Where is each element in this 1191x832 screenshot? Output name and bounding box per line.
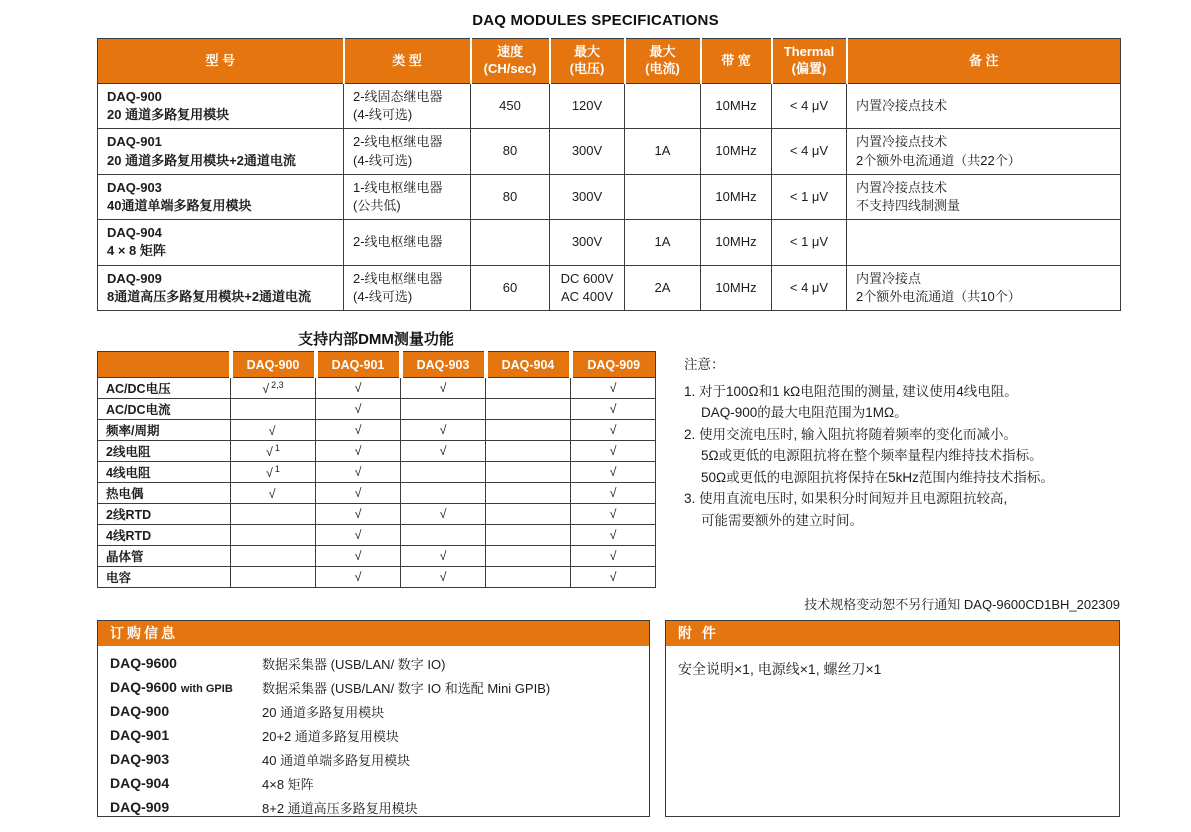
ordering-item [110,723,649,747]
dmm-mark [231,504,316,525]
cell-remarks: 内置冷接点技术 [847,84,1121,129]
dmm-col-daq901: DAQ-901 [316,352,401,378]
dmm-mark: √ [401,420,486,441]
spec-col-speed: 速度 (CH/sec) [471,39,550,84]
dmm-feature: AC/DC电流 [98,399,231,420]
dmm-mark [486,378,571,399]
dmm-mark: √ [571,462,656,483]
dmm-row [98,399,656,420]
dmm-mark [231,567,316,588]
dmm-mark [231,546,316,567]
spec-col-model: 型 号 [98,39,344,84]
cell-thermal: < 4 μV [772,84,847,129]
spec-row-daq909 [98,265,1121,310]
dmm-mark: √ [316,399,401,420]
spec-row-daq901 [98,129,1121,174]
cell-speed: 450 [471,84,550,129]
dmm-table [97,351,656,588]
cell-current [625,84,701,129]
spec-col-max-current: 最大 (电流) [625,39,701,84]
ordering-desc: 40 通道单端多路复用模块 [262,752,411,768]
dmm-row [98,525,656,546]
dmm-mark [401,483,486,504]
cell-model: DAQ-904 4 × 8 矩阵 [98,220,344,265]
dmm-mark: √ [316,420,401,441]
revision-note: 技术规格变动恕不另行通知 DAQ-9600CD1BH_202309 [804,597,1120,612]
dmm-col-daq900: DAQ-900 [231,352,316,378]
dmm-mark [401,399,486,420]
cell-voltage: 300V [550,129,625,174]
cell-speed [471,220,550,265]
cell-remarks: 内置冷接点 2个额外电流通道（共10个） [847,265,1121,310]
spec-col-thermal: Thermal (偏置) [772,39,847,84]
cell-thermal: < 1 μV [772,174,847,219]
dmm-mark: √ [316,378,401,399]
dmm-feature: 热电偶 [98,483,231,504]
dmm-mark: √ [571,378,656,399]
ordering-item [110,651,649,675]
cell-model: DAQ-909 8通道高压多路复用模块+2通道电流 [98,265,344,310]
cell-model: DAQ-900 20 通道多路复用模块 [98,84,344,129]
spec-row-daq903 [98,174,1121,219]
dmm-mark: √ [571,399,656,420]
ordering-model: DAQ-909 [110,799,170,815]
dmm-mark: √ $^1$ [231,441,316,462]
cell-current [625,174,701,219]
ordering-desc: 20+2 通道多路复用模块 [262,728,399,744]
cell-bandwidth: 10MHz [701,220,772,265]
dmm-feature: 4线电阻 [98,462,231,483]
dmm-table-title: 支持内部DMM测量功能 [298,331,454,348]
dmm-mark: √ [401,546,486,567]
spec-row-daq900 [98,84,1121,129]
ordering-model: DAQ-903 [110,751,170,767]
dmm-mark [401,462,486,483]
ordering-desc: 8+2 通道高压多路复用模块 [262,800,418,816]
dmm-feature: AC/DC电压 [98,378,231,399]
dmm-mark: √ [571,525,656,546]
dmm-mark [401,525,486,546]
dmm-mark: √ [401,378,486,399]
cell-current: 2A [625,265,701,310]
dmm-col-daq904: DAQ-904 [486,352,571,378]
cell-speed: 60 [471,265,550,310]
cell-type: 2-线电枢继电器 [344,220,471,265]
dmm-mark [486,399,571,420]
cell-voltage: 300V [550,174,625,219]
dmm-col-blank [98,352,231,378]
dmm-mark [486,483,571,504]
dmm-row [98,378,656,399]
spec-col-remarks: 备 注 [847,39,1121,84]
cell-bandwidth: 10MHz [701,265,772,310]
note-line: 可能需要额外的建立时间。 [701,512,863,528]
dmm-mark: √ [316,441,401,462]
dmm-mark: √ [401,567,486,588]
ordering-item [110,699,649,723]
dmm-mark: √ $^1$ [231,462,316,483]
ordering-item [110,675,649,699]
dmm-row [98,567,656,588]
cell-type: 2-线固态继电器 (4-线可选) [344,84,471,129]
ordering-item [110,771,649,795]
cell-thermal: < 1 μV [772,220,847,265]
dmm-row [98,441,656,462]
ordering-info-header: 订购信息 [98,621,649,646]
cell-current: 1A [625,220,701,265]
accessories-content: 安全说明×1, 电源线×1, 螺丝刀×1 [678,661,882,677]
accessories-header: 附 件 [666,621,1119,646]
spec-row-daq904 [98,220,1121,265]
cell-bandwidth: 10MHz [701,129,772,174]
cell-model: DAQ-901 20 通道多路复用模块+2通道电流 [98,129,344,174]
notes-section [684,354,1154,531]
cell-type: 2-线电枢继电器 (4-线可选) [344,129,471,174]
dmm-mark [486,546,571,567]
dmm-feature: 频率/周期 [98,420,231,441]
ordering-desc: 数据采集器 (USB/LAN/ 数字 IO 和选配 Mini GPIB) [262,680,551,696]
dmm-row [98,462,656,483]
ordering-model: DAQ-904 [110,775,170,791]
dmm-mark [486,441,571,462]
dmm-mark: √ [316,483,401,504]
dmm-mark [231,525,316,546]
note-line: 1. 对于100Ω和1 kΩ电阻范围的测量, 建议使用4线电阻。 [684,383,1018,399]
dmm-mark: √ [571,483,656,504]
dmm-mark [486,462,571,483]
cell-model: DAQ-903 40通道单端多路复用模块 [98,174,344,219]
dmm-feature: 4线RTD [98,525,231,546]
cell-bandwidth: 10MHz [701,84,772,129]
dmm-mark [486,504,571,525]
cell-speed: 80 [471,129,550,174]
cell-type: 2-线电枢继电器 (4-线可选) [344,265,471,310]
dmm-mark: √ [571,567,656,588]
cell-remarks: 内置冷接点技术 不支持四线制测量 [847,174,1121,219]
page-title: DAQ MODULES SPECIFICATIONS [472,12,719,29]
dmm-mark [486,525,571,546]
dmm-mark [486,567,571,588]
cell-speed: 80 [471,174,550,219]
dmm-mark: √ [401,504,486,525]
note-line: 50Ω或更低的电源阻抗将保持在5kHz范围内维持技术指标。 [701,469,1054,485]
dmm-mark: √ [316,504,401,525]
spec-col-type: 类 型 [344,39,471,84]
ordering-desc: 20 通道多路复用模块 [262,704,385,720]
dmm-col-daq909: DAQ-909 [571,352,656,378]
dmm-mark [486,420,571,441]
dmm-row [98,483,656,504]
dmm-row [98,504,656,525]
cell-remarks [847,220,1121,265]
dmm-mark: √ [316,525,401,546]
ordering-desc: 4×8 矩阵 [262,776,314,792]
dmm-mark: √ $^{2,3}$ [231,378,316,399]
cell-voltage: DC 600V AC 400V [550,265,625,310]
dmm-feature: 2线电阻 [98,441,231,462]
dmm-mark: √ [316,462,401,483]
notes-heading: 注意： [684,357,725,372]
cell-bandwidth: 10MHz [701,174,772,219]
ordering-model: DAQ-900 [110,703,170,719]
dmm-row [98,420,656,441]
spec-col-max-voltage: 最大 (电压) [550,39,625,84]
cell-remarks: 内置冷接点技术 2个额外电流通道（共22个） [847,129,1121,174]
dmm-mark: √ [571,420,656,441]
ordering-desc: 数据采集器 (USB/LAN/ 数字 IO) [262,656,446,672]
ordering-item [110,747,649,771]
dmm-mark: √ [231,420,316,441]
dmm-mark [231,399,316,420]
note-line: 2. 使用交流电压时, 输入阻抗将随着频率的变化而减小。 [684,426,1018,442]
ordering-list [98,646,649,819]
dmm-mark: √ [571,546,656,567]
ordering-model: DAQ-901 [110,727,170,743]
cell-current: 1A [625,129,701,174]
spec-col-bandwidth: 带 宽 [701,39,772,84]
dmm-mark: √ [316,567,401,588]
dmm-header-row [98,352,656,378]
cell-thermal: < 4 μV [772,265,847,310]
spec-header-row [98,39,1121,84]
dmm-col-daq903: DAQ-903 [401,352,486,378]
dmm-feature: 2线RTD [98,504,231,525]
dmm-mark: √ [401,441,486,462]
dmm-feature: 电容 [98,567,231,588]
note-line: 5Ω或更低的电源阻抗将在整个频率量程内维持技术指标。 [701,448,1043,463]
dmm-mark: √ [316,546,401,567]
dmm-mark: √ [571,441,656,462]
dmm-feature: 晶体管 [98,546,231,567]
cell-type: 1-线电枢继电器 (公共低) [344,174,471,219]
ordering-model: DAQ-9600 [110,655,177,671]
dmm-row [98,546,656,567]
dmm-mark: √ [571,504,656,525]
cell-voltage: 120V [550,84,625,129]
note-line: 3. 使用直流电压时, 如果积分时间短并且电源阻抗较高, [684,491,1008,506]
cell-voltage: 300V [550,220,625,265]
accessories-box [665,620,1120,817]
ordering-item [110,795,649,819]
dmm-mark: √ [231,483,316,504]
ordering-info-box [97,620,650,817]
cell-thermal: < 4 μV [772,129,847,174]
ordering-model: DAQ-9600 with GPIB [110,679,233,695]
spec-table [97,38,1121,311]
note-line: DAQ-900的最大电阻范围为1MΩ。 [701,405,908,420]
